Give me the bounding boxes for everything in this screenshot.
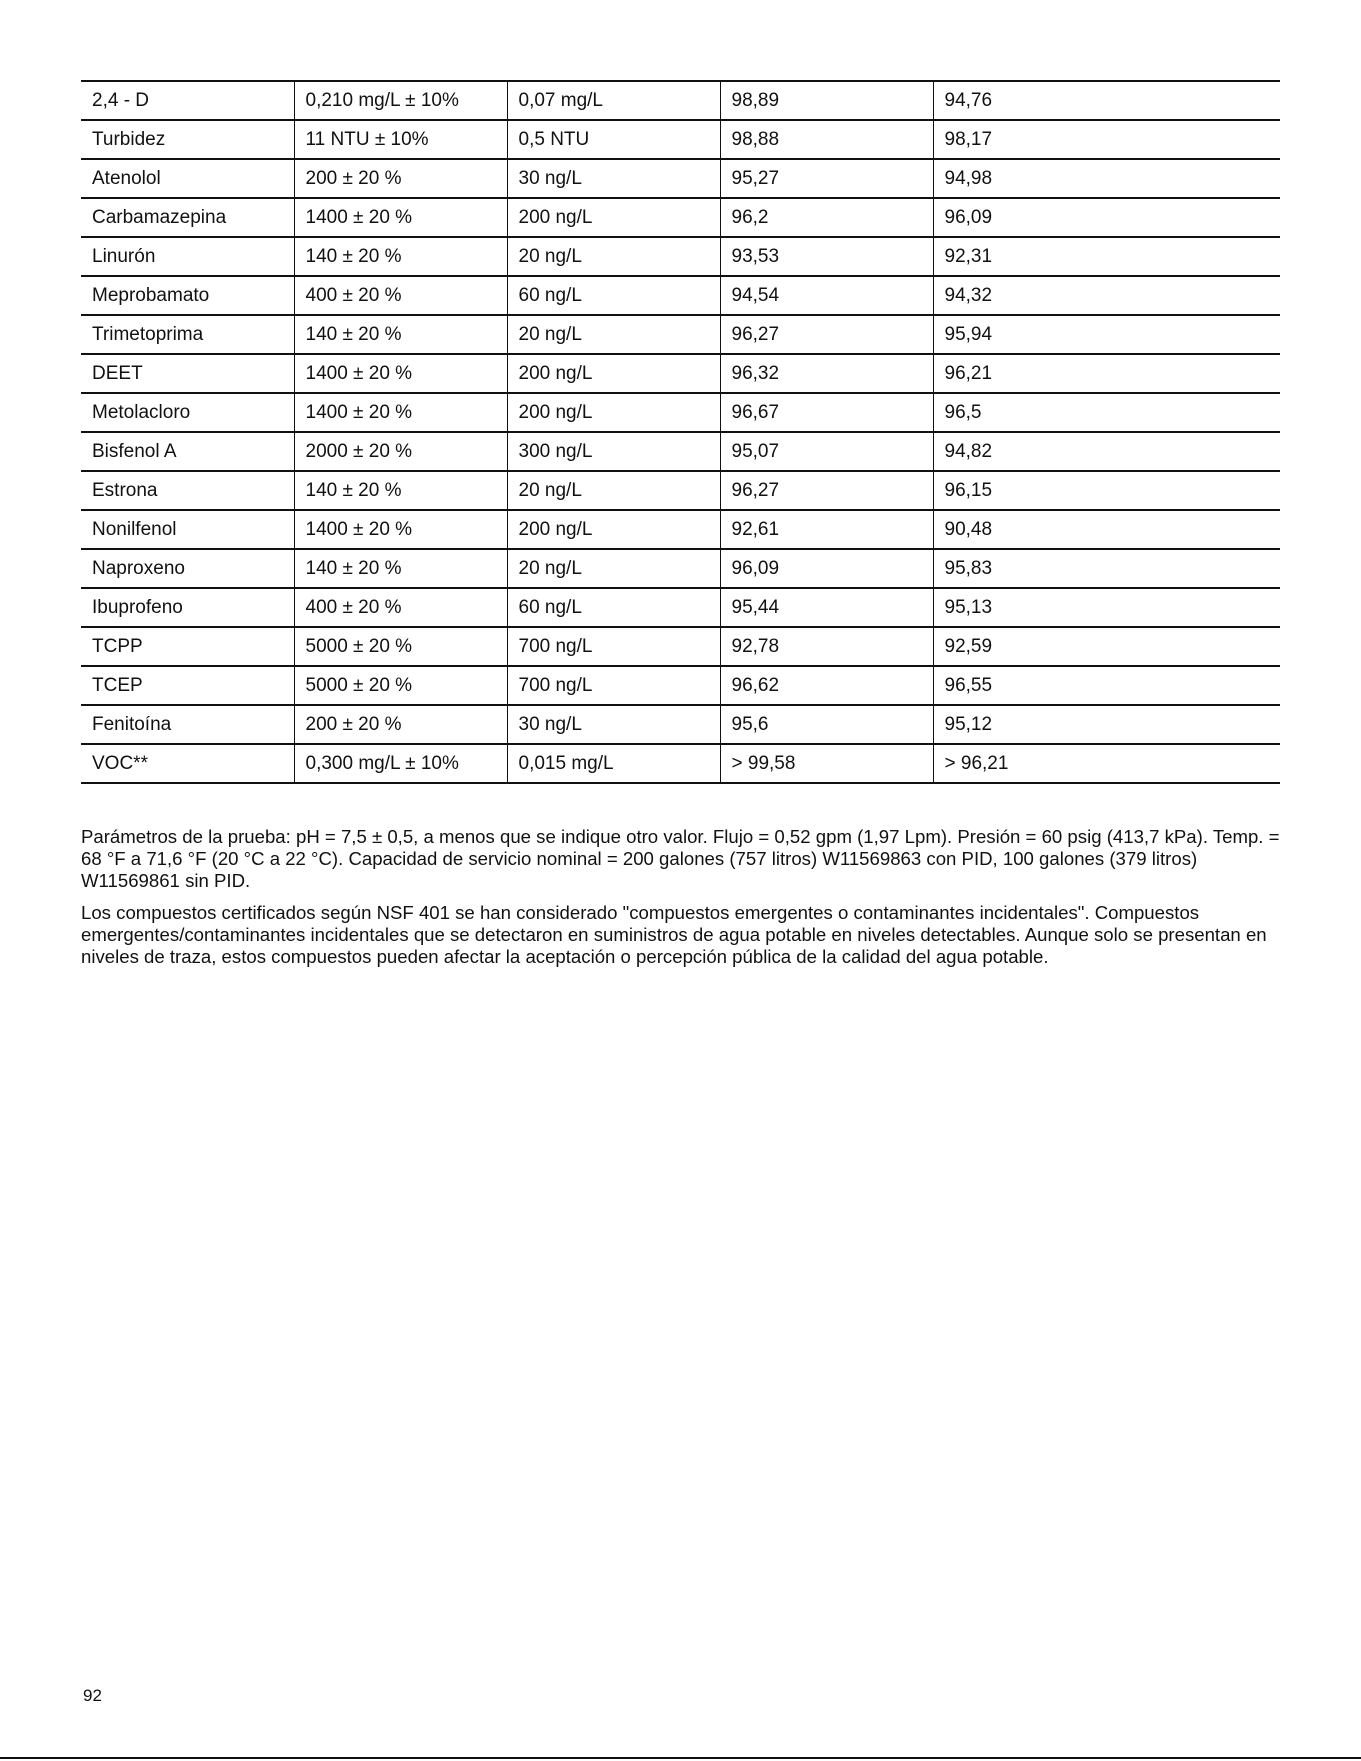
nsf401-note: Los compuestos certificados según NSF 401 se han considerado "compuestos emergentes o contaminantes incidentales". Compuestos emergentes/contaminantes incidentales que se detectaron en suministros de agua potable en niveles detectables. Aunque solo se presentan en niveles de traza, estos compuestos pueden afectar la aceptación o percepción pública de la calidad del agua potable.	[81, 902, 1267, 967]
cell-compound: Estrona	[81, 471, 294, 510]
cell-compound: Nonilfenol	[81, 510, 294, 549]
cell-min-reduction: 95,94	[933, 315, 1280, 354]
cell-min-reduction: 92,59	[933, 627, 1280, 666]
cell-influent-challenge: 400 ± 20 %	[294, 276, 507, 315]
cell-avg-reduction: 96,67	[720, 393, 933, 432]
cell-compound: TCPP	[81, 627, 294, 666]
cell-max-effluent: 0,015 mg/L	[507, 744, 720, 783]
test-parameters-note: Parámetros de la prueba: pH = 7,5 ± 0,5, a menos que se indique otro valor. Flujo = 0,52 gpm (1,97 Lpm). Presión = 60 psig (413,7 kPa). Temp. = 68 °F a 71,6 °F (20 °C a 22 °C). Capacidad de servicio nominal = 200 galones (757 litros) W11569863 con PID, 100 galones (379 litros) W11569861 sin PID.	[81, 826, 1280, 891]
cell-avg-reduction: 92,61	[720, 510, 933, 549]
cell-max-effluent: 30 ng/L	[507, 705, 720, 744]
cell-max-effluent: 0,07 mg/L	[507, 81, 720, 120]
cell-max-effluent: 20 ng/L	[507, 549, 720, 588]
cell-influent-challenge: 5000 ± 20 %	[294, 666, 507, 705]
cell-influent-challenge: 0,210 mg/L ± 10%	[294, 81, 507, 120]
table-row	[81, 120, 1280, 159]
cell-min-reduction: 96,5	[933, 393, 1280, 432]
cell-compound: Atenolol	[81, 159, 294, 198]
cell-avg-reduction: 98,89	[720, 81, 933, 120]
table-row	[81, 432, 1280, 471]
cell-min-reduction: 94,98	[933, 159, 1280, 198]
cell-influent-challenge: 140 ± 20 %	[294, 237, 507, 276]
cell-min-reduction: 94,76	[933, 81, 1280, 120]
cell-max-effluent: 200 ng/L	[507, 198, 720, 237]
cell-avg-reduction: 92,78	[720, 627, 933, 666]
cell-compound: Carbamazepina	[81, 198, 294, 237]
cell-min-reduction: 92,31	[933, 237, 1280, 276]
table-row	[81, 666, 1280, 705]
cell-avg-reduction: 96,2	[720, 198, 933, 237]
cell-influent-challenge: 5000 ± 20 %	[294, 627, 507, 666]
cell-avg-reduction: 95,6	[720, 705, 933, 744]
cell-max-effluent: 0,5 NTU	[507, 120, 720, 159]
contaminant-reduction-table	[81, 80, 1280, 784]
cell-compound: DEET	[81, 354, 294, 393]
cell-compound: Linurón	[81, 237, 294, 276]
cell-influent-challenge: 140 ± 20 %	[294, 549, 507, 588]
cell-avg-reduction: 96,27	[720, 471, 933, 510]
table-notes	[81, 826, 1286, 978]
cell-influent-challenge: 2000 ± 20 %	[294, 432, 507, 471]
cell-influent-challenge: 1400 ± 20 %	[294, 510, 507, 549]
cell-min-reduction: 95,12	[933, 705, 1280, 744]
cell-avg-reduction: 93,53	[720, 237, 933, 276]
cell-min-reduction: 96,09	[933, 198, 1280, 237]
cell-compound: Naproxeno	[81, 549, 294, 588]
cell-avg-reduction: 95,27	[720, 159, 933, 198]
bottom-divider	[0, 1757, 1361, 1759]
cell-min-reduction: 94,82	[933, 432, 1280, 471]
cell-influent-challenge: 1400 ± 20 %	[294, 198, 507, 237]
table-row	[81, 510, 1280, 549]
cell-compound: Trimetoprima	[81, 315, 294, 354]
cell-influent-challenge: 0,300 mg/L ± 10%	[294, 744, 507, 783]
cell-min-reduction: 96,55	[933, 666, 1280, 705]
table-row	[81, 744, 1280, 783]
cell-min-reduction: 95,13	[933, 588, 1280, 627]
cell-avg-reduction: 96,27	[720, 315, 933, 354]
cell-avg-reduction: 96,62	[720, 666, 933, 705]
cell-compound: VOC**	[81, 744, 294, 783]
cell-max-effluent: 30 ng/L	[507, 159, 720, 198]
cell-avg-reduction: > 99,58	[720, 744, 933, 783]
table-row	[81, 393, 1280, 432]
table-body	[81, 81, 1280, 783]
cell-min-reduction: 95,83	[933, 549, 1280, 588]
cell-compound: Fenitoína	[81, 705, 294, 744]
cell-min-reduction: 96,15	[933, 471, 1280, 510]
cell-influent-challenge: 140 ± 20 %	[294, 471, 507, 510]
cell-max-effluent: 700 ng/L	[507, 627, 720, 666]
cell-compound: Turbidez	[81, 120, 294, 159]
cell-max-effluent: 200 ng/L	[507, 354, 720, 393]
cell-max-effluent: 20 ng/L	[507, 471, 720, 510]
table-row	[81, 354, 1280, 393]
table-row	[81, 588, 1280, 627]
cell-max-effluent: 300 ng/L	[507, 432, 720, 471]
cell-max-effluent: 200 ng/L	[507, 510, 720, 549]
table-row	[81, 627, 1280, 666]
cell-avg-reduction: 98,88	[720, 120, 933, 159]
table-row	[81, 159, 1280, 198]
table-row	[81, 705, 1280, 744]
cell-max-effluent: 20 ng/L	[507, 315, 720, 354]
table-row	[81, 81, 1280, 120]
cell-avg-reduction: 94,54	[720, 276, 933, 315]
cell-avg-reduction: 95,07	[720, 432, 933, 471]
cell-max-effluent: 700 ng/L	[507, 666, 720, 705]
table-row	[81, 237, 1280, 276]
cell-max-effluent: 60 ng/L	[507, 588, 720, 627]
cell-min-reduction: 96,21	[933, 354, 1280, 393]
cell-compound: Ibuprofeno	[81, 588, 294, 627]
table-row	[81, 549, 1280, 588]
cell-influent-challenge: 400 ± 20 %	[294, 588, 507, 627]
cell-influent-challenge: 200 ± 20 %	[294, 159, 507, 198]
cell-avg-reduction: 96,32	[720, 354, 933, 393]
cell-influent-challenge: 140 ± 20 %	[294, 315, 507, 354]
page-number: 92	[83, 1686, 102, 1705]
cell-compound: Bisfenol A	[81, 432, 294, 471]
cell-influent-challenge: 200 ± 20 %	[294, 705, 507, 744]
cell-influent-challenge: 1400 ± 20 %	[294, 393, 507, 432]
table-row	[81, 198, 1280, 237]
table-row	[81, 471, 1280, 510]
cell-avg-reduction: 95,44	[720, 588, 933, 627]
cell-compound: Metolacloro	[81, 393, 294, 432]
cell-max-effluent: 200 ng/L	[507, 393, 720, 432]
cell-min-reduction: 90,48	[933, 510, 1280, 549]
cell-influent-challenge: 1400 ± 20 %	[294, 354, 507, 393]
cell-influent-challenge: 11 NTU ± 10%	[294, 120, 507, 159]
cell-min-reduction: 94,32	[933, 276, 1280, 315]
table-row	[81, 276, 1280, 315]
cell-max-effluent: 60 ng/L	[507, 276, 720, 315]
cell-avg-reduction: 96,09	[720, 549, 933, 588]
cell-compound: Meprobamato	[81, 276, 294, 315]
table-row	[81, 315, 1280, 354]
cell-min-reduction: > 96,21	[933, 744, 1280, 783]
cell-compound: 2,4 - D	[81, 81, 294, 120]
cell-min-reduction: 98,17	[933, 120, 1280, 159]
cell-compound: TCEP	[81, 666, 294, 705]
cell-max-effluent: 20 ng/L	[507, 237, 720, 276]
